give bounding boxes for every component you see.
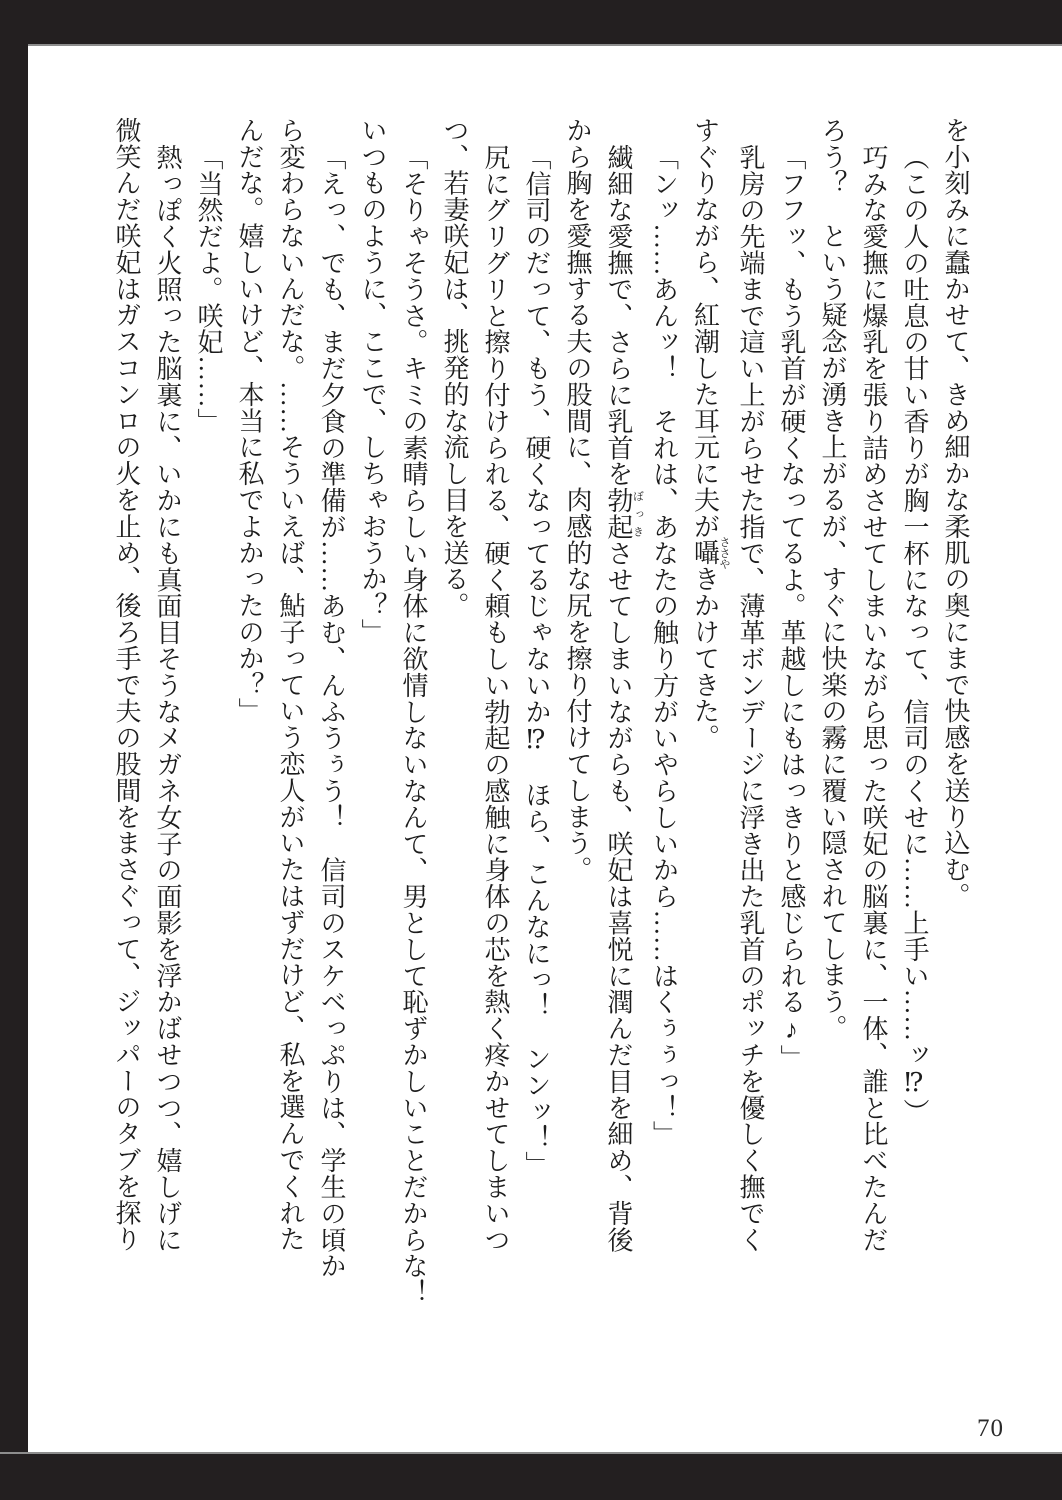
scan-border-top xyxy=(0,0,1062,46)
text-column: 「えっ、でも、まだ夕食の準備が……あむ、んふうぅう！ 信司のスケベっぷりは、学生の頃か xyxy=(317,144,346,1280)
text-column: 「信司のだって、もう、硬くなってるじゃないか⁉ ほら、こんなにっ！ ンンッ！」 xyxy=(522,144,551,1178)
text-column: 「フフッ、もう乳首が硬くなってるよ。革越しにもはっきりと感じられる♪」 xyxy=(777,144,806,1071)
furigana-ruby: 勃起ぼっき xyxy=(604,487,644,541)
text-column: つ、若妻咲妃は、挑発的な流し目を送る。 xyxy=(440,117,469,619)
text-column: を小刻みに蠢かせて、きめ細かな柔肌の奥にまで快感を送り込む。 xyxy=(941,117,970,909)
scan-border-left xyxy=(0,0,28,1500)
text-column: 尻にグリグリと擦り付けられる、硬く頼もしい勃起の感触に身体の芯を熱く疼かせてしまいつ xyxy=(481,144,510,1253)
page-number: 70 xyxy=(977,1415,1004,1442)
text-column: 「当然だよ。咲妃……」 xyxy=(194,144,223,435)
text-column: 「ンッ……あんッ！ それは、あなたの触り方がいやらしいから……はくぅぅっ！」 xyxy=(649,144,679,1148)
text-column: 「そりゃそうさ。キミの素晴らしい身体に欲情しないなんて、男として恥ずかしいことだからな！ xyxy=(399,144,428,1306)
body-text xyxy=(112,117,976,1306)
text-column: ろう？ という疑念が湧き上がるが、すぐに快楽の霧に覆い隠されてしまう。 xyxy=(818,117,847,1041)
text-column: 巧みな愛撫に爆乳を張り詰めさせてしまいながら思った咲妃の脳裏に、一体、誰と比べたんだ xyxy=(859,144,888,1253)
scan-border-bottom xyxy=(0,1452,1062,1500)
text-column: 微笑んだ咲妃はガスコンロの火を止め、後ろ手で夫の股間をまさぐって、ジッパーのタブを探り xyxy=(112,117,141,1253)
furigana-ruby: 囁ささや xyxy=(690,536,730,570)
text-column: んだな。嬉しいけど、本当に私でよかったのか？」 xyxy=(235,117,264,725)
text-column: いつものように、ここで、しちゃおうか？」 xyxy=(358,117,387,645)
text-column: ら変わらないんだな。……そういえば、鮎子っていう恋人がいたはずだけど、私を選んでくれた xyxy=(276,117,305,1253)
text-column: から胸を愛撫する夫の股間に、肉感的な尻を擦り付けてしまう。 xyxy=(563,117,592,883)
text-column: 熱っぽく火照った脳裏に、いかにも真面目そうなメガネ女子の面影を浮かばせつつ、嬉しげに xyxy=(153,144,182,1253)
text-column: （この人の吐息の甘い香りが胸一杯になって、信司のくせに……上手い……ッ⁉） xyxy=(900,144,929,1125)
text-column: 繊細な愛撫で、さらに乳首を勃起ぼっきさせてしまいながらも、咲妃は喜悦に潤んだ目を細め、背後 xyxy=(604,144,644,1253)
text-column: すぐりながら、紅潮した耳元に夫が囁ささやきかけてきた。 xyxy=(690,117,730,751)
text-column: 乳房の先端まで這い上がらせた指で、薄革ボンデージに浮き出た乳首のポッチを優しく撫でく xyxy=(736,144,765,1253)
